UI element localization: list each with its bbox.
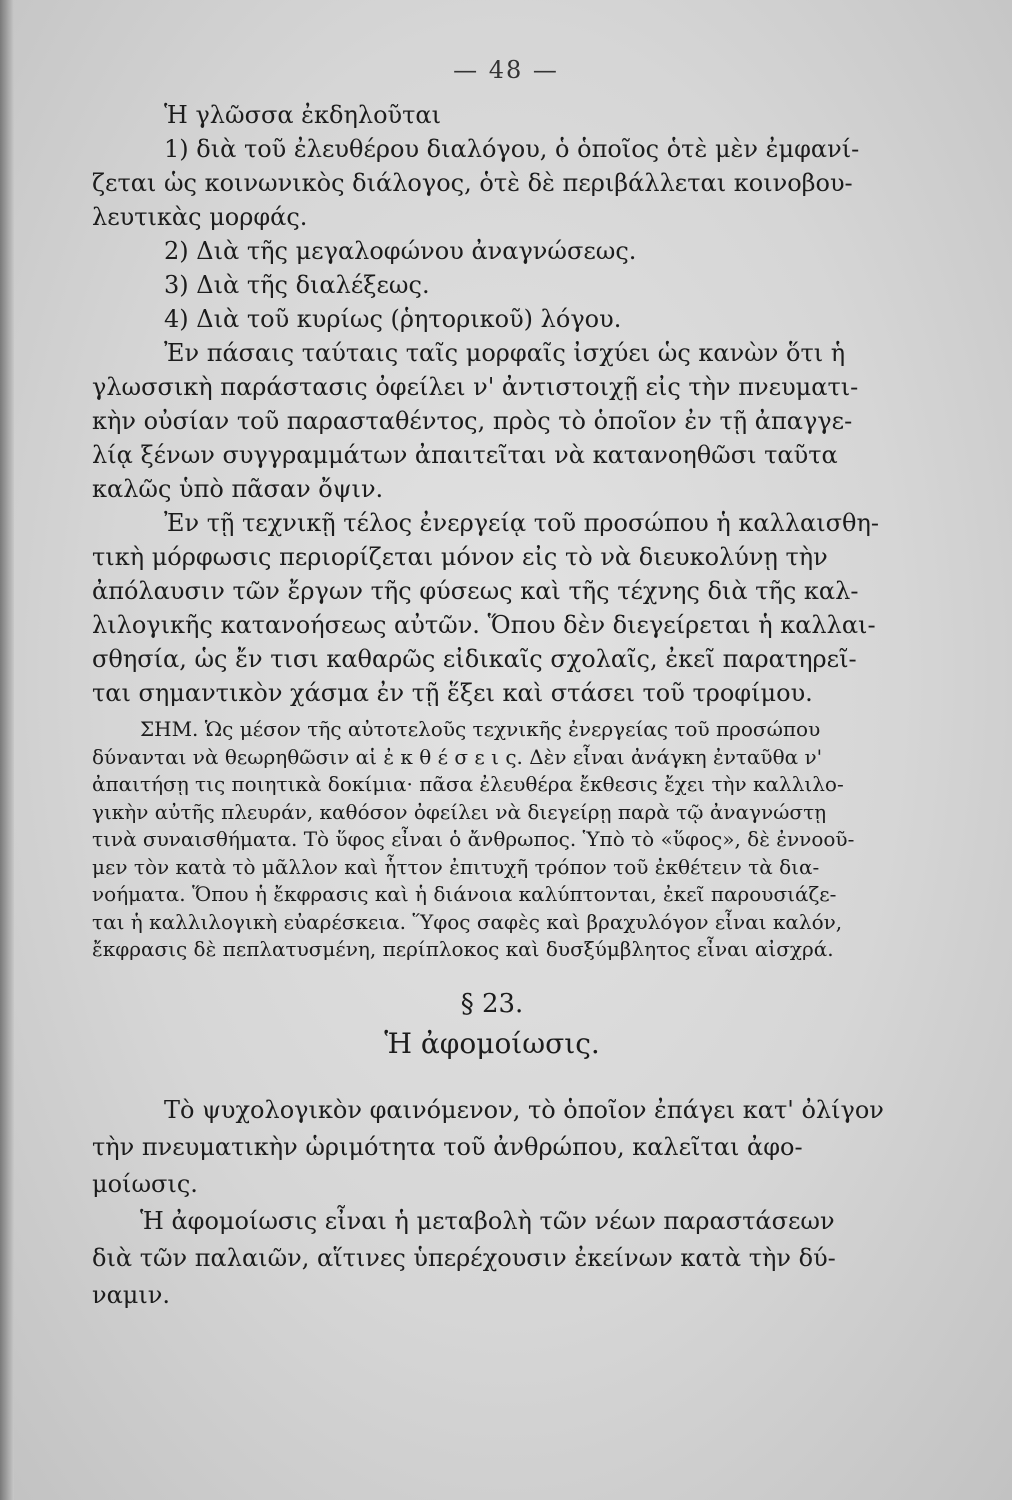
text-line: 4) Διὰ τοῦ κυρίως (ῥητορικοῦ) λόγου.	[164, 305, 622, 333]
note-line: ΣΗΜ. Ὡς μέσον τῆς αὐτοτελοῦς τεχνικῆς ἐνεργείας τοῦ προσώπου	[140, 717, 821, 741]
section-paragraph-definition	[92, 1092, 892, 1203]
text-line: Ἐν πάσαις ταύταις ταῖς μορφαῖς ἰσχύει ὡς κανὼν ὅτι ἡ	[164, 339, 846, 367]
note-line: τινὰ συναισθήματα. Τὸ ὕφος εἶναι ὁ ἄνθρωπος. Ὑπὸ τὸ «ὕφος», δὲ ἐννοοῦ-	[92, 827, 855, 851]
note-line: νοήματα. Ὅπου ἡ ἔκφρασις καὶ ἡ διάνοια καλύπτονται, ἐκεῖ παρουσιάζε-	[92, 882, 837, 906]
page-left-edge-shadow	[0, 0, 14, 1500]
note-line: γικὴν αὐτῆς πλευράν, καθόσον ὀφείλει νὰ διεγείρῃ παρὰ τῷ ἀναγνώστῃ	[92, 799, 827, 824]
paragraph-forms-rule	[92, 336, 892, 506]
section-number: § 23.	[460, 988, 524, 1019]
text-line: μοίωσις.	[92, 1169, 198, 1198]
text-line: διὰ τῶν παλαιῶν, αἵτινες ὑπερέχουσιν ἐκείνων κατὰ τὴν δύ-	[92, 1243, 836, 1272]
section-title: Ἡ ἀφομοίωσις.	[384, 1026, 600, 1060]
note-line: δύνανται νὰ θεωρηθῶσιν αἱ ἐ κ θ έ σ ε ι ς. Δὲν εἶναι ἀνάγκη ἐνταῦθα ν'	[92, 744, 823, 769]
note-line: ται ἡ καλλιλογικὴ εὐαρέσκεια. Ὕφος σαφὲς καὶ βραχυλόγον εἶναι καλόν,	[92, 909, 843, 934]
text-line: σθησία, ὡς ἔν τισι καθαρῶς εἰδικαῖς σχολαῖς, ἐκεῖ παρατηρεῖ-	[92, 645, 857, 673]
text-line: ἀπόλαυσιν τῶν ἔργων τῆς φύσεως καὶ τῆς τέχνης διὰ τῆς καλ-	[92, 577, 859, 605]
text-line: κὴν οὐσίαν τοῦ παρασταθέντος, πρὸς τὸ ὁποῖον ἐν τῇ ἀπαγγε-	[92, 407, 853, 435]
text-line: Ἡ γλῶσσα ἐκδηλοῦται	[164, 101, 442, 129]
text-line: 1) διὰ τοῦ ἐλευθέρου διαλόγου, ὁ ὁποῖος ὁτὲ μὲν ἐμφανί-	[164, 135, 860, 163]
page-number: — 48 —	[453, 56, 559, 84]
text-line: ναμιν.	[92, 1280, 171, 1309]
text-line: λιλογικῆς κατανοήσεως αὐτῶν. Ὅπου δὲν διεγείρεται ἡ καλλαι-	[92, 611, 876, 639]
text-line: λίᾳ ξένων συγγραμμάτων ἀπαιτεῖται νὰ κατανοηθῶσι ταῦτα	[92, 441, 838, 469]
note-block	[92, 716, 892, 964]
text-line: τικὴ μόρφωσις περιορίζεται μόνον εἰς τὸ νὰ διευκολύνῃ τὴν	[92, 543, 828, 571]
note-line: ἔκφρασις δὲ πεπλατυσμένη, περίπλοκος καὶ δυσξύμβλητος εἶναι αἰσχρά.	[92, 937, 834, 961]
text-line: λευτικὰς μορφάς.	[92, 203, 308, 231]
text-line: καλῶς ὑπὸ πᾶσαν ὄψιν.	[92, 475, 384, 503]
text-line: γλωσσικὴ παράστασις ὀφείλει ν' ἀντιστοιχῇ εἰς τὴν πνευματι-	[92, 373, 859, 401]
note-line: ἀπαιτήσῃ τις ποιητικὰ δοκίμια· πᾶσα ἐλευθέρα ἔκθεσις ἔχει τὴν καλλιλο-	[92, 772, 844, 796]
text-line: ται σημαντικὸν χάσμα ἐν τῇ ἕξει καὶ στάσει τοῦ τροφίμου.	[92, 679, 813, 707]
text-line: ζεται ὡς κοινωνικὸς διάλογος, ὁτὲ δὲ περιβάλλεται κοινοβου-	[92, 169, 853, 197]
text-line: τὴν πνευματικὴν ὡριμότητα τοῦ ἀνθρώπου, καλεῖται ἀφο-	[92, 1132, 803, 1161]
text-line: 2) Διὰ τῆς μεγαλοφώνου ἀναγνώσεως.	[164, 237, 637, 265]
text-line: Τὸ ψυχολογικὸν φαινόμενον, τὸ ὁποῖον ἐπάγει κατ' ὀλίγον	[164, 1095, 884, 1124]
note-line: μεν τὸν κατὰ τὸ μᾶλλον καὶ ἧττον ἐπιτυχῆ τρόπον τοῦ ἐκθέτειν τὰ δια-	[92, 854, 820, 879]
section-paragraph-assimilation	[92, 1203, 892, 1314]
intro-list	[92, 98, 892, 336]
paragraph-technical-activity	[92, 506, 892, 710]
text-column	[92, 98, 892, 1314]
text-line: 3) Διὰ τῆς διαλέξεως.	[164, 271, 430, 299]
text-line: Ἐν τῇ τεχνικῇ τέλος ἐνεργείᾳ τοῦ προσώπου ἡ καλλαισθη-	[164, 509, 879, 537]
text-line: Ἡ ἀφομοίωσις εἶναι ἡ μεταβολὴ τῶν νέων παραστάσεων	[140, 1206, 835, 1235]
